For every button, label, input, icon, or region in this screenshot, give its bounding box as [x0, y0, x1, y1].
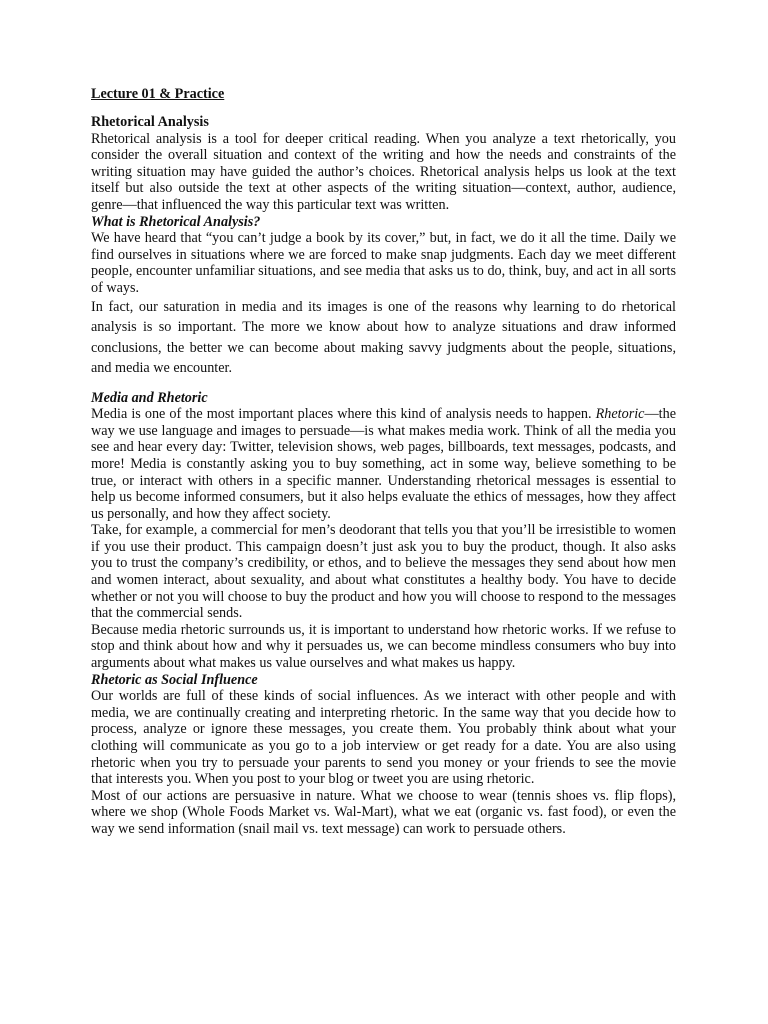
section-spacer — [91, 379, 676, 390]
section-heading-what-is-rhetorical-analysis: What is Rhetorical Analysis? — [91, 213, 261, 230]
paragraph-media-analysis-rest: —the way we use language and images to persuade—is what makes media work. Think of all the media you see and hear every day: Twitter, television shows, web pages, billboards, text messages, podcasts, and more! Media is constantly asking you to buy something, act in some way, believe something to be true, or interact with others in a specific manner. Understanding rhetorical messages is essential to help us become informed consumers, but it also helps evaluate the ethics of messages, how they affect us personally, and how they affect society. — [91, 406, 676, 522]
paragraph-deodorant-example: Take, for example, a commercial for men’s deodorant that tells you that you’ll be irresistible to women if you use their product. This campaign doesn’t just ask you to buy the product, though. It also asks you to trust the company’s credibility, or ethos, and to believe the messages they send about how men and women interact, about sexuality, and about what constitutes a healthy body. You have to decide whether or not you will choose to buy the product and how you will choose to respond to the messages that the commercial sends. — [91, 522, 676, 622]
paragraph-social-influences: Our worlds are full of these kinds of social influences. As we interact with other people and with media, we are continually creating and interpreting rhetoric. In the same way that you decide how to process, analyze or ignore these messages, you create them. You probably think about what your clothing will communicate as you go to a job interview or get ready for a date. You are also using rhetoric when you try to persuade your parents to send you money or your friends to see the movie that interests you. When you post to your blog or tweet you are using rhetoric. — [91, 688, 676, 788]
paragraph-media-analysis-start: Media is one of the most important places where this kind of analysis needs to happen. — [91, 406, 596, 423]
document-page — [91, 86, 676, 838]
paragraph-media-analysis — [91, 406, 676, 522]
paragraph-rhetorical-analysis-intro: Rhetorical analysis is a tool for deeper critical reading. When you analyze a text rhetorically, you consider the overall situation and context of the writing and how the needs and constraints of the writing situation may have guided the author’s choices. Rhetorical analysis helps us look at the text itself but also outside the text at other aspects of the writing situation—context, author, audience, genre—that influenced the way this particular text was written. — [91, 130, 676, 213]
rhetoric-term: Rhetoric — [595, 406, 645, 423]
section-heading-rhetorical-analysis: Rhetorical Analysis — [91, 114, 209, 130]
section-heading-media-and-rhetoric: Media and Rhetoric — [91, 389, 208, 406]
paragraph-judge-a-book: We have heard that “you can’t judge a book by its cover,” but, in fact, we do it all the time. Daily we find ourselves in situations where we are forced to make snap judgments. Each day we meet different people, encounter unfamiliar situations, and see media that asks us to do, think, buy, and act in all sorts of ways. — [91, 230, 676, 296]
document-title: Lecture 01 & Practice — [91, 86, 225, 102]
paragraph-media-saturation: In fact, our saturation in media and its images is one of the reasons why learning to do rhetorical analysis is so important. The more we know about how to analyze situations and draw informed conclusions, the better we can become about making savvy judgments about the people, situations, and media we encounter. — [91, 298, 676, 377]
paragraph-persuasive-actions: Most of our actions are persuasive in nature. What we choose to wear (tennis shoes vs. flip flops), where we shop (Whole Foods Market vs. Wal-Mart), what we eat (organic vs. fast food), or even the way we send information (snail mail vs. text message) can work to persuade others. — [91, 787, 676, 837]
paragraph-media-rhetoric-surrounds: Because media rhetoric surrounds us, it is important to understand how rhetoric works. If we refuse to stop and think about how and why it persuades us, we can become mindless consumers who buy into arguments about what makes us value ourselves and what makes us happy. — [91, 621, 676, 672]
section-heading-rhetoric-as-social-influence: Rhetoric as Social Influence — [91, 671, 258, 688]
